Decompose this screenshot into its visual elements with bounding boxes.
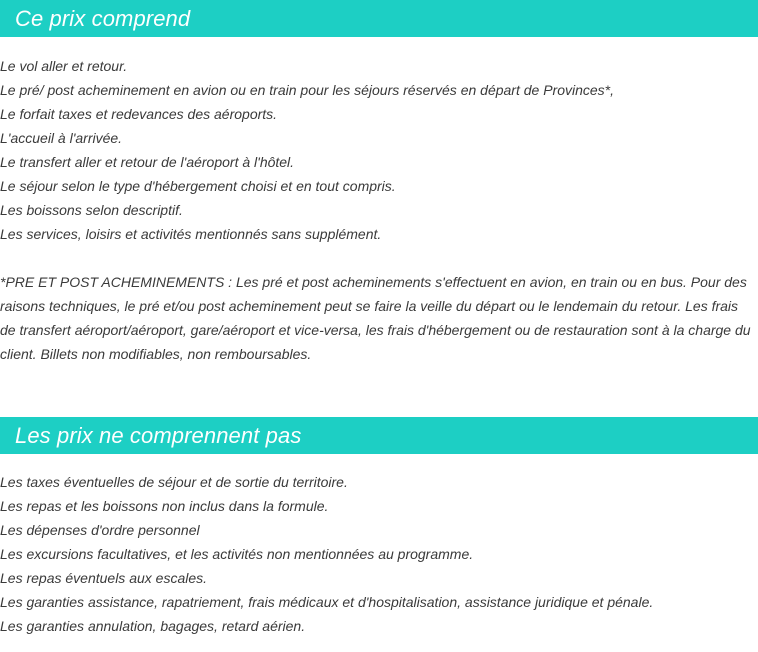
list-item: Les boissons selon descriptif. [0,202,183,218]
list-item: Les dépenses d'ordre personnel [0,522,200,538]
list-item: Le séjour selon le type d'hébergement choisi et en tout compris. [0,178,396,194]
excluded-header [0,417,758,454]
excluded-section [0,417,758,638]
list-item: Les services, loisirs et activités mentionnés sans supplément. [0,226,382,242]
list-item: Les repas et les boissons non inclus dans la formule. [0,498,329,514]
list-item: Le forfait taxes et redevances des aéroports. [0,106,278,122]
list-item: Le transfert aller et retour de l'aéroport à l'hôtel. [0,154,295,170]
acheminement-note: *PRE ET POST ACHEMINEMENTS : Les pré et post acheminements s'effectuent en avion, en train ou en bus. Pour des raisons techniques, le pré et/ou post acheminement peut se faire la veille du départ ou le lendemain du retour. Les frais de transfert aéroport/aéroport, gare/aéroport et vice-versa, les frais d'hébergement ou de restauration sont à la charge du client. Billets non modifiables, non remboursables. [0,274,751,362]
excluded-title: Les prix ne comprennent pas [15,422,302,448]
list-item: Les taxes éventuelles de séjour et de sortie du territoire. [0,474,348,490]
list-item: Les excursions facultatives, et les activités non mentionnées au programme. [0,546,474,562]
included-list [0,37,758,246]
included-title: Ce prix comprend [15,5,191,31]
list-item: Le pré/ post acheminement en avion ou en train pour les séjours réservés en départ de Provinces*, [0,82,615,98]
list-item: Le vol aller et retour. [0,58,128,74]
list-item: Les repas éventuels aux escales. [0,570,208,586]
list-item: L'accueil à l'arrivée. [0,130,123,146]
included-header [0,0,758,37]
section-spacer [0,366,758,417]
excluded-list [0,454,758,638]
list-item: Les garanties annulation, bagages, retard aérien. [0,618,306,634]
list-item: Les garanties assistance, rapatriement, frais médicaux et d'hospitalisation, assistance juridique et pénale. [0,594,654,610]
